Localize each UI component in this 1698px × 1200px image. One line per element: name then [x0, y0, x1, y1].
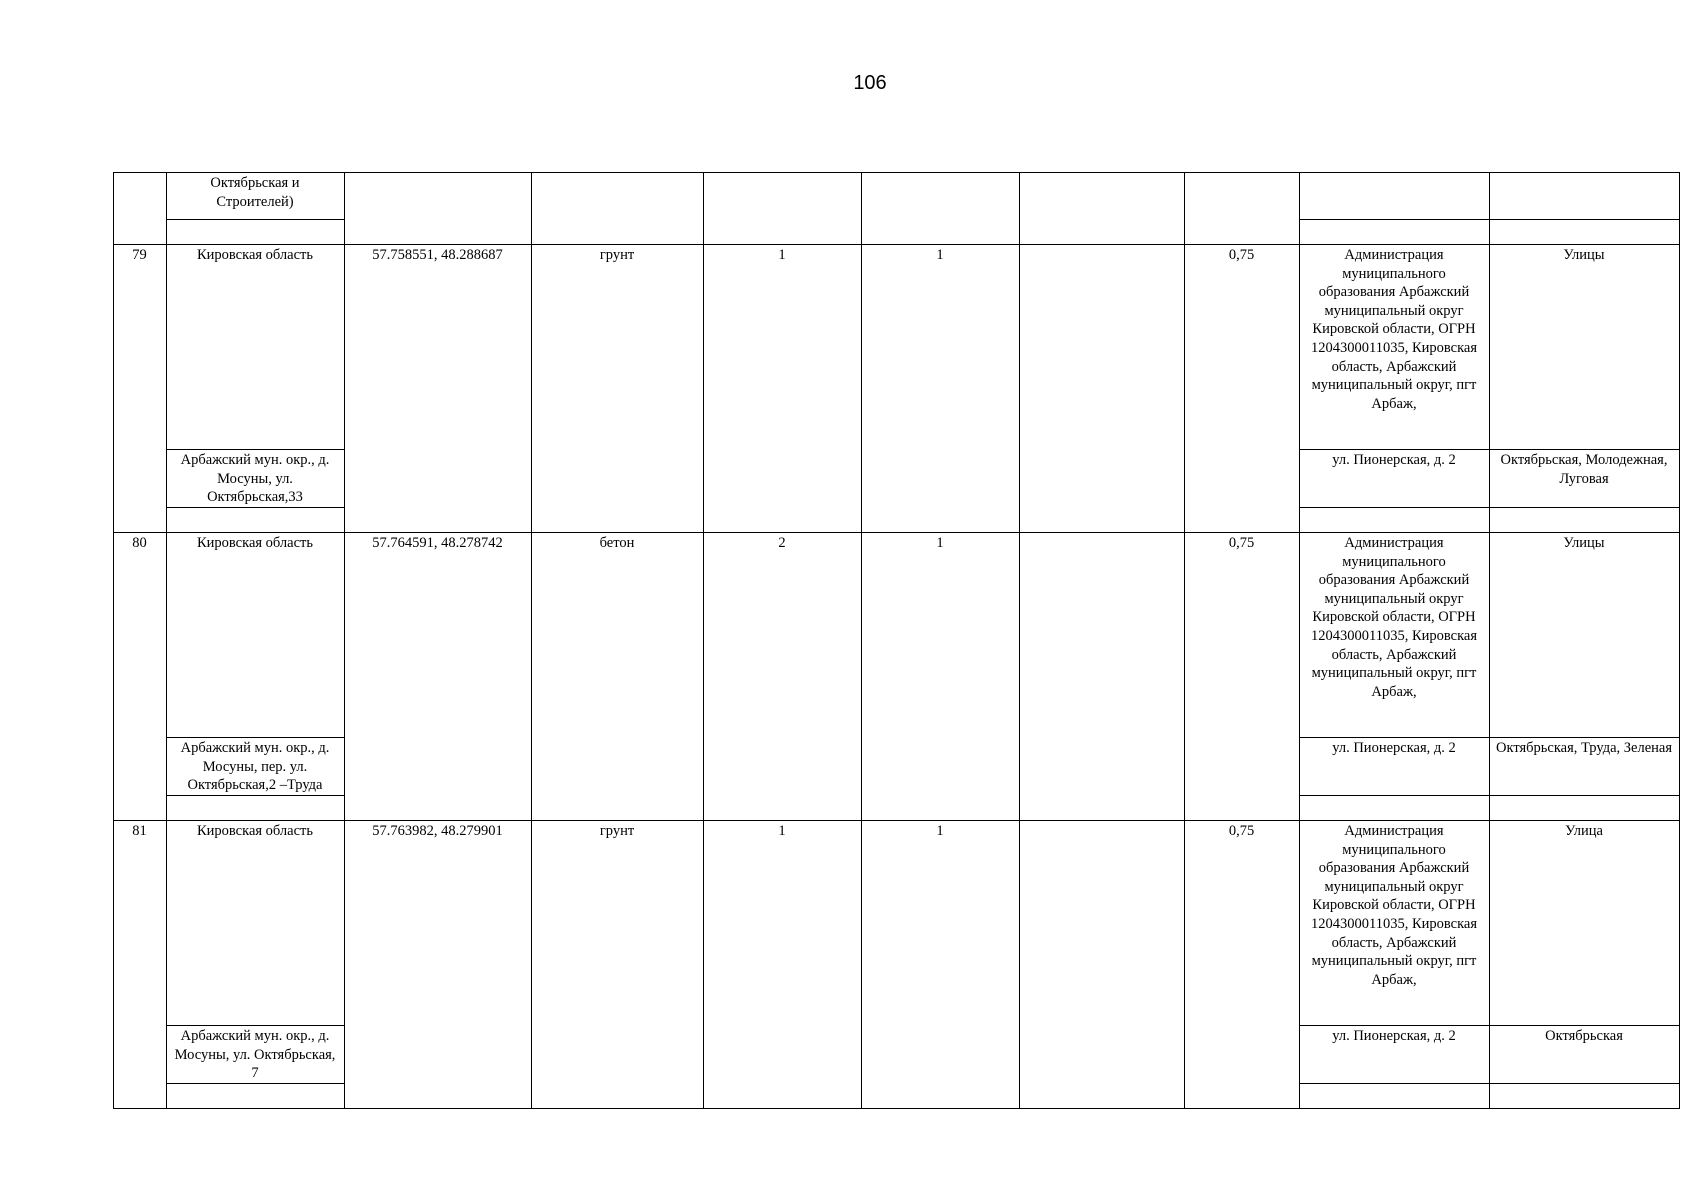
coordinates: 57.764591, 48.278742	[372, 535, 503, 551]
sub-row-rule	[1299, 1025, 1680, 1026]
owner-info: Администрация муниципального образования Арбажский муниципальный округ Кировской области, ОГРН 1204300011035, Кировская область, Арбажский муниципальный округ, пгт Арбаж,	[1310, 535, 1478, 700]
sub-row-rule	[166, 737, 345, 738]
table-top-rule	[113, 172, 1680, 173]
column-divider	[1489, 820, 1490, 1109]
column-divider	[166, 820, 167, 1109]
column-divider	[113, 532, 114, 821]
count-cell: 1	[936, 823, 944, 839]
coordinates: 57.758551, 48.288687	[372, 247, 503, 263]
column-divider	[861, 820, 862, 1109]
column-divider	[531, 820, 532, 1109]
surface-type: грунт	[599, 247, 635, 263]
owner-info: Администрация муниципального образования Арбажский муниципальный округ Кировской области, ОГРН 1204300011035, Кировская область, Арбажский муниципальный округ, пгт Арбаж,	[1310, 247, 1478, 412]
row-number: 81	[132, 823, 147, 839]
sub-row-rule	[166, 219, 345, 220]
served-streets: Октябрьская	[1545, 1028, 1623, 1044]
column-divider	[861, 532, 862, 821]
column-divider	[1299, 172, 1300, 245]
column-divider	[1184, 820, 1185, 1109]
table-bottom-rule	[113, 1108, 1680, 1109]
count-cell: 1	[936, 247, 944, 263]
column-divider	[531, 172, 532, 245]
surface-type: грунт	[599, 823, 635, 839]
column-divider	[344, 532, 345, 821]
sub-row-rule	[166, 1025, 345, 1026]
column-divider	[1019, 244, 1020, 533]
row-number: 79	[132, 247, 147, 263]
coordinates: 57.763982, 48.279901	[372, 823, 503, 839]
site-address: Арбажский мун. окр., д. Мосуны, ул. Октябрьская,33	[180, 452, 330, 506]
column-divider	[1489, 172, 1490, 245]
row-top-rule	[113, 820, 1680, 821]
column-divider	[1019, 532, 1020, 821]
column-divider	[1489, 244, 1490, 533]
owner-street: ул. Пионерская, д. 2	[1332, 740, 1456, 756]
column-divider	[344, 820, 345, 1109]
column-divider	[703, 244, 704, 533]
column-divider	[166, 532, 167, 821]
sub-row-rule	[1299, 219, 1680, 220]
streets-label: Улица	[1565, 823, 1603, 839]
site-address: Арбажский мун. окр., д. Мосуны, пер. ул. Октябрьская,2 –Труда	[180, 740, 330, 794]
column-divider	[861, 172, 862, 245]
count-cell: 1	[778, 823, 786, 839]
row-top-rule	[113, 244, 1680, 245]
row-number: 80	[132, 535, 147, 551]
column-divider	[1019, 172, 1020, 245]
streets-label: Улицы	[1563, 247, 1605, 263]
column-divider	[113, 820, 114, 1109]
sub-row-rule	[166, 449, 345, 450]
owner-info: Администрация муниципального образования Арбажский муниципальный округ Кировской области, ОГРН 1204300011035, Кировская область, Арбажский муниципальный округ, пгт Арбаж,	[1310, 823, 1478, 988]
streets-label: Улицы	[1563, 535, 1605, 551]
column-divider	[1489, 532, 1490, 821]
column-divider	[1679, 172, 1680, 245]
column-divider	[703, 172, 704, 245]
column-divider	[166, 172, 167, 245]
sub-row-rule	[1299, 737, 1680, 738]
owner-street: ул. Пионерская, д. 2	[1332, 452, 1456, 468]
surface-type: бетон	[599, 535, 635, 551]
continuation-address: Октябрьская и Строителей)	[210, 175, 300, 210]
column-divider	[531, 244, 532, 533]
sub-row-rule	[1299, 449, 1680, 450]
served-streets: Октябрьская, Труда, Зеленая	[1496, 740, 1672, 756]
column-divider	[1679, 532, 1680, 821]
column-divider	[1019, 820, 1020, 1109]
column-divider	[1679, 820, 1680, 1109]
site-address: Арбажский мун. окр., д. Мосуны, ул. Октябрьская, 7	[174, 1028, 336, 1082]
sub-row-rule	[166, 795, 345, 796]
volume-cell: 0,75	[1228, 247, 1255, 263]
region: Кировская область	[196, 247, 313, 263]
volume-cell: 0,75	[1228, 823, 1255, 839]
sub-row-rule	[1299, 795, 1680, 796]
count-cell: 2	[778, 535, 786, 551]
column-divider	[1299, 244, 1300, 533]
column-divider	[113, 244, 114, 533]
page-number: 106	[853, 72, 887, 94]
sub-row-rule	[1299, 507, 1680, 508]
column-divider	[1184, 532, 1185, 821]
column-divider	[1299, 532, 1300, 821]
count-cell: 1	[778, 247, 786, 263]
column-divider	[861, 244, 862, 533]
column-divider	[344, 244, 345, 533]
region: Кировская область	[196, 535, 313, 551]
column-divider	[703, 532, 704, 821]
served-streets: Октябрьская, Молодежная, Луговая	[1500, 452, 1668, 487]
owner-street: ул. Пионерская, д. 2	[1332, 1028, 1456, 1044]
column-divider	[113, 172, 114, 245]
region: Кировская область	[196, 823, 313, 839]
count-cell: 1	[936, 535, 944, 551]
column-divider	[344, 172, 345, 245]
row-top-rule	[113, 532, 1680, 533]
sub-row-rule	[166, 507, 345, 508]
column-divider	[703, 820, 704, 1109]
column-divider	[531, 532, 532, 821]
column-divider	[1184, 172, 1185, 245]
sub-row-rule	[1299, 1083, 1680, 1084]
column-divider	[166, 244, 167, 533]
column-divider	[1299, 820, 1300, 1109]
column-divider	[1184, 244, 1185, 533]
volume-cell: 0,75	[1228, 535, 1255, 551]
column-divider	[1679, 244, 1680, 533]
sub-row-rule	[166, 1083, 345, 1084]
